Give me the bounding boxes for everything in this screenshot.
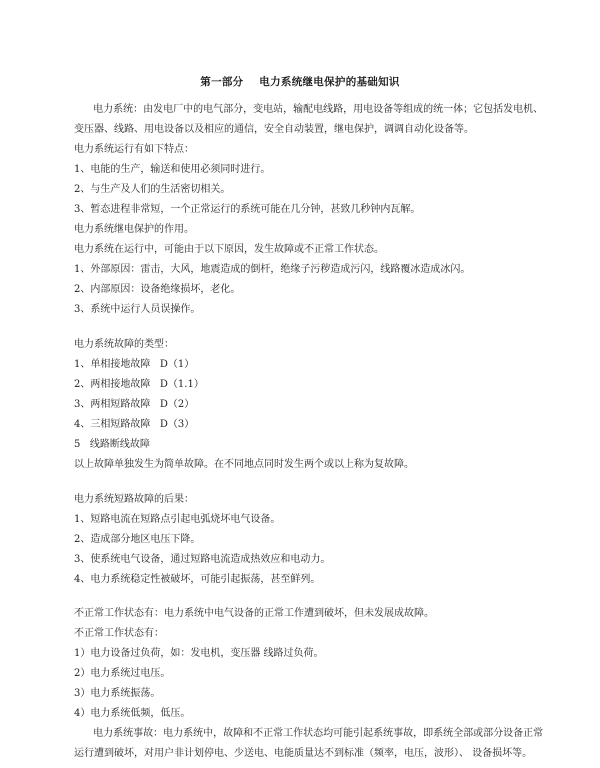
- list-item: 4、电力系统稳定性被破坏，可能引起振荡，甚至鲜列。: [74, 574, 321, 585]
- list-item: 2、内部原因：设备绝缘损坏，老化。: [74, 284, 241, 295]
- section-title: 第一部分 电力系统继电保护的基础知识: [200, 76, 400, 88]
- list-item: 5 线路断线故障: [74, 439, 150, 450]
- list-item: 2、造成部分地区电压下降。: [74, 534, 201, 545]
- list-item: 1）电力设备过负荷，如：发电机，变压器 线路过负荷。: [74, 648, 324, 659]
- list-item: 2、两相接地故障 D（1.1）: [74, 379, 204, 390]
- list-item: 3、暂态进程非常短，一个正常运行的系统可能在几分钟，甚致几秒钟内瓦解。: [74, 204, 421, 215]
- list-item: 1、电能的生产，输送和使用必须同时进行。: [74, 164, 271, 175]
- list-item: 1、单相接地故障 D（1）: [74, 359, 195, 370]
- paragraph-line: 电力系统短路故障的后果：: [74, 494, 194, 505]
- list-item: 3、两相短路故障 D（2）: [74, 399, 195, 410]
- paragraph-line: 变压器、线路、用电设备以及相应的通信，安全自动装置，继电保护，调调自动化设备等。: [74, 124, 474, 135]
- list-item: 4）电力系统低频，低压。: [74, 708, 191, 719]
- paragraph-line: 运行遭到破坏，对用户非计划停电、少送电、电能质量达不到标准（频率，电压，波形）、 设备损坏等。: [74, 748, 533, 759]
- list-item: 3、系统中运行人员误操作。: [74, 304, 201, 315]
- paragraph-line: 电力系统故障的类型：: [74, 339, 174, 350]
- paragraph-line: 不正常工作状态有：: [74, 628, 164, 639]
- list-item: 1、外部原因：雷击，大风，地震造成的倒杆，绝缘子污秽造成污闪，线路覆冰造成冰闪。: [74, 264, 471, 275]
- paragraph-line: 电力系统：由发电厂中的电气部分，变电站，输配电线路，用电设备等组成的统一体；它包括发电机、: [74, 104, 544, 115]
- paragraph-line: 电力系统运行有如下特点：: [74, 144, 194, 155]
- list-item: 2、与生产及人们的生活密切相关。: [74, 184, 231, 195]
- list-item: 1、短路电流在短路点引起电弧烧坏电气设备。: [74, 514, 281, 525]
- paragraph-line: 不正常工作状态有：电力系统中电气设备的正常工作遭到破坏，但未发展成故障。: [74, 608, 434, 619]
- list-item: 3）电力系统振荡。: [74, 688, 161, 699]
- paragraph-line: 电力系统继电保护的作用。: [74, 224, 194, 235]
- paragraph-line: 电力系统事故：电力系统中，故障和不正常工作状态均可能引起系统事故，即系统全部或部分设备正常: [74, 728, 544, 739]
- list-item: 2）电力系统过电压。: [74, 668, 171, 679]
- paragraph-line: 电力系统在运行中，可能由于以下原因，发生故障或不正常工作状态。: [74, 244, 384, 255]
- list-item: 4、三相短路故障 D（3）: [74, 419, 195, 430]
- paragraph-line: 以上故障单独发生为简单故障。在不同地点同时发生两个或以上称为复故障。: [74, 459, 414, 470]
- list-item: 3、使系统电气设备，通过短路电流造成热效应和电动力。: [74, 554, 331, 565]
